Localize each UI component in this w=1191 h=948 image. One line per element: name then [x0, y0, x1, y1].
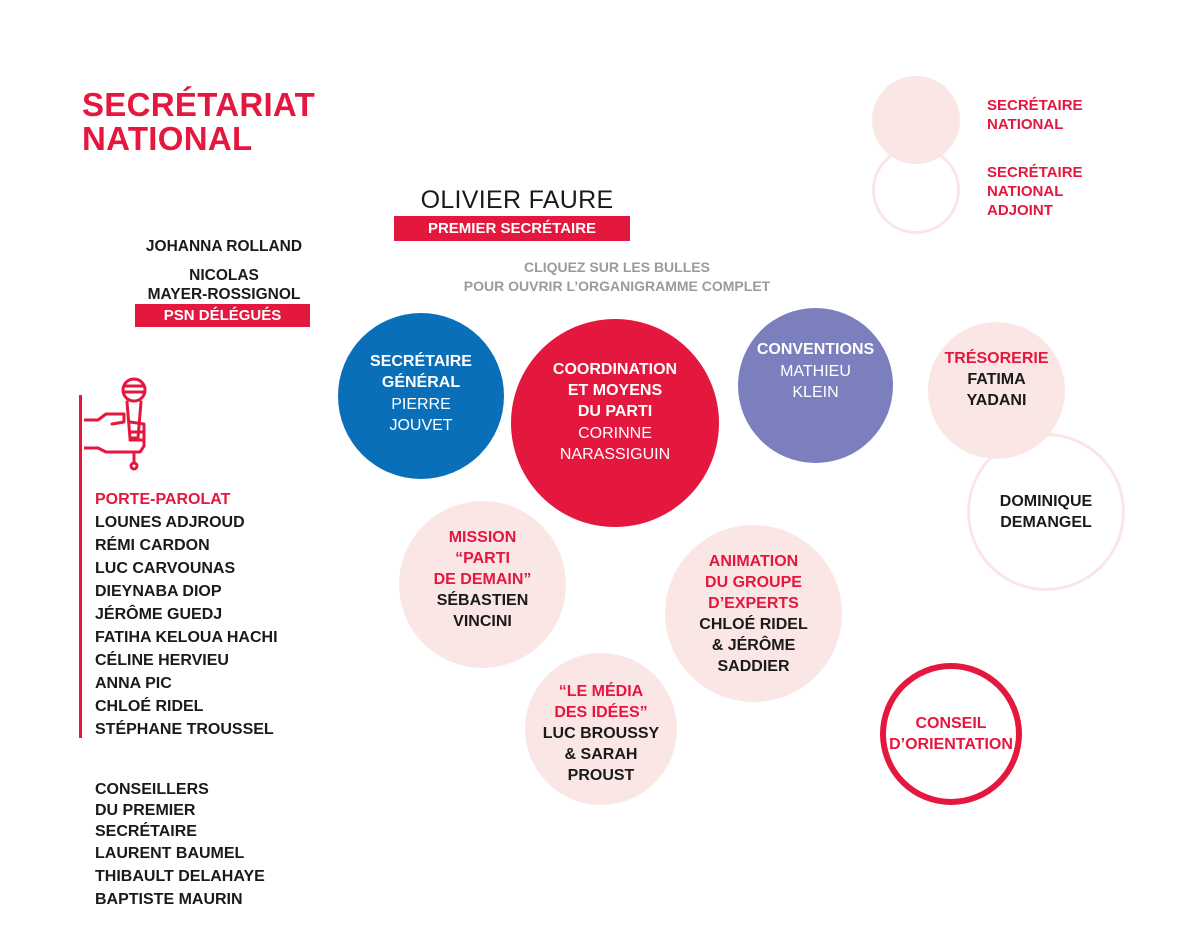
- bubble-media-des-idees[interactable]: “LE MÉDIA DES IDÉES” LUC BROUSSY & SARAH PROUST: [525, 653, 677, 805]
- porte-parolat-list: [95, 488, 278, 741]
- psn-name-mayer-rossignol: NICOLAS MAYER-ROSSIGNOL: [147, 267, 301, 303]
- list-item: JÉRÔME GUEDJ: [95, 606, 223, 623]
- list-item: LOUNES ADJROUD: [95, 514, 245, 531]
- leader-role-badge: PREMIER SECRÉTAIRE: [394, 216, 630, 241]
- legend-adjoint-label: SECRÉTAIRE NATIONAL ADJOINT: [987, 164, 1083, 219]
- list-item: CHLOÉ RIDEL: [95, 698, 204, 715]
- list-item: BAPTISTE MAURIN: [95, 891, 243, 908]
- list-item: LAURENT BAUMEL: [95, 845, 245, 862]
- bubble-conseil-orientation[interactable]: CONSEIL D’ORIENTATION: [880, 663, 1022, 805]
- bubble-demangel[interactable]: DOMINIQUE DEMANGEL: [967, 433, 1125, 591]
- list-item: LUC CARVOUNAS: [95, 560, 236, 577]
- list-item: ANNA PIC: [95, 675, 172, 692]
- list-item: STÉPHANE TROUSSEL: [95, 721, 274, 738]
- conseillers-heading-line2: DU PREMIER: [95, 802, 196, 819]
- bubble-mission-parti-de-demain[interactable]: MISSION “PARTI DE DEMAIN” SÉBASTIEN VINCINI: [399, 501, 566, 668]
- microphone-hand-icon: [84, 376, 156, 472]
- legend-national-label: SECRÉTAIRE NATIONAL: [987, 97, 1083, 133]
- conseillers-heading-line3: SECRÉTAIRE: [95, 823, 197, 840]
- psn-delegues-badge: PSN DÉLÉGUÉS: [135, 304, 310, 327]
- leader-name: OLIVIER FAURE: [420, 186, 614, 214]
- click-hint: CLIQUEZ SUR LES BULLES POUR OUVRIR L’ORGANIGRAMME COMPLET: [463, 259, 771, 294]
- bubble-conventions[interactable]: CONVENTIONS MATHIEU KLEIN: [738, 308, 893, 463]
- list-item: DIEYNABA DIOP: [95, 583, 222, 600]
- bubble-animation-groupe-experts[interactable]: ANIMATION DU GROUPE D’EXPERTS CHLOÉ RIDEL & JÉRÔME SADDIER: [665, 525, 842, 702]
- list-item: FATIHA KELOUA HACHI: [95, 629, 278, 646]
- porte-parolat-rule: [79, 395, 82, 738]
- psn-name-rolland: JOHANNA ROLLAND: [145, 238, 303, 255]
- page-title: [82, 88, 382, 156]
- list-item: THIBAULT DELAHAYE: [95, 868, 265, 885]
- list-item: RÉMI CARDON: [95, 537, 210, 554]
- bubble-tresorerie[interactable]: TRÉSORERIE FATIMA YADANI: [928, 322, 1065, 459]
- title-line2: NATIONAL: [82, 120, 253, 157]
- list-item: CÉLINE HERVIEU: [95, 652, 229, 669]
- legend-adjoint-circle: [872, 146, 960, 234]
- conseillers-heading-line1: CONSEILLERS: [95, 781, 209, 798]
- porte-parolat-heading: PORTE-PAROLAT: [95, 491, 231, 508]
- title-line1: SECRÉTARIAT: [82, 86, 316, 123]
- bubble-secretaire-general[interactable]: SECRÉTAIRE GÉNÉRAL PIERRE JOUVET: [338, 313, 504, 479]
- bubble-coordination[interactable]: COORDINATION ET MOYENS DU PARTI CORINNE NARASSIGUIN: [511, 319, 719, 527]
- conseillers-list: [95, 779, 265, 911]
